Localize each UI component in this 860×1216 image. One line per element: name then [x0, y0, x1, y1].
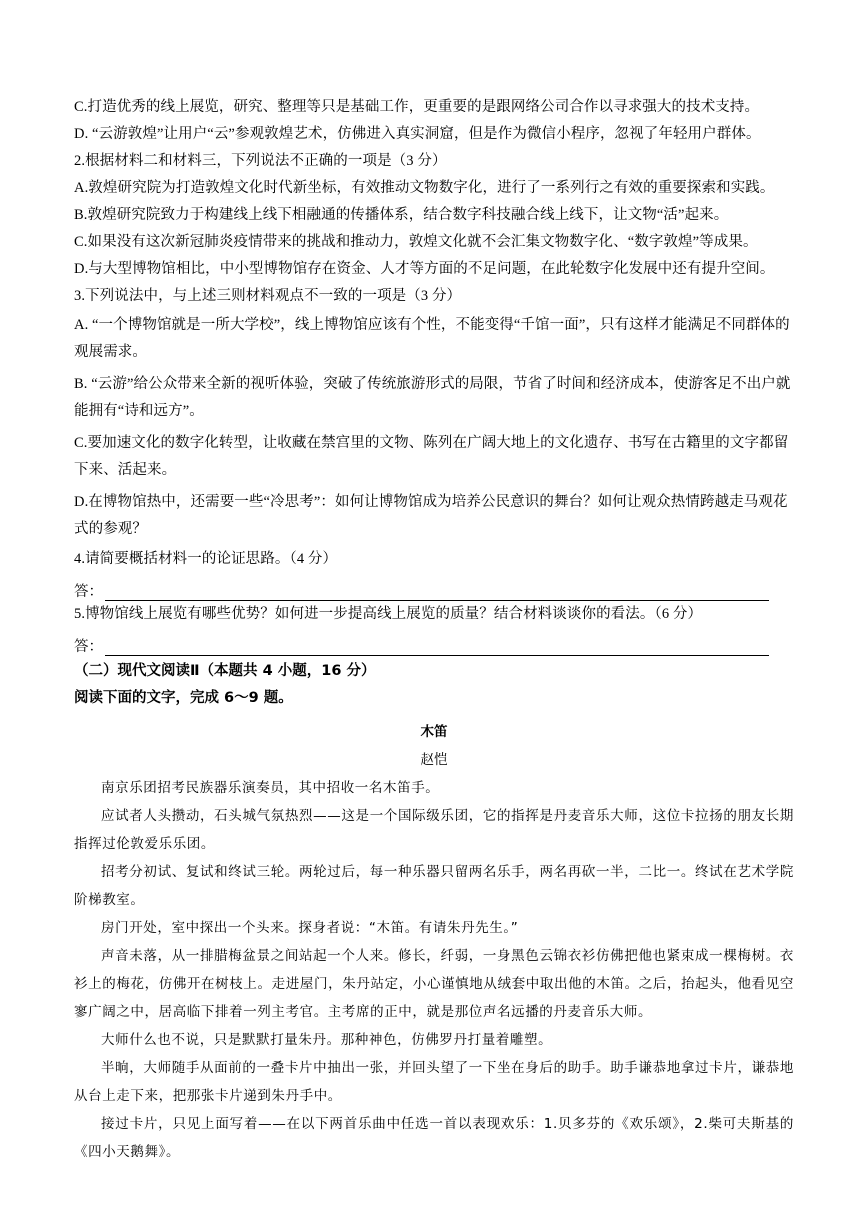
answer-label: 答：: [74, 584, 103, 600]
story-paragraph: 应试者人头攒动，石头城气氛热烈——这是一个国际级乐团，它的指挥是丹麦音乐大师，这位卡拉扬的朋友长期指挥过伦敦爱乐乐团。: [74, 808, 794, 852]
q1-option-c: C.打造优秀的线上展览，研究、整理等只是基础工作，更重要的是跟网络公司合作以寻求强大的技术支持。: [74, 99, 760, 115]
q3-option-d: D.在博物馆热中，还需要一些“冷思考”：如何让博物馆成为培养公民意识的舞台？如何让观众热情跨越走马观花式的参观？: [74, 494, 788, 537]
q3-stem: 3.下列说法中，与上述三则材料观点不一致的一项是（3 分）: [74, 288, 462, 304]
q2-option-c: C.如果没有这次新冠肺炎疫情带来的挑战和推动力，敦煌文化就不会汇集文物数字化、“数字敦煌”等成果。: [74, 234, 758, 250]
q5-stem: 5.博物馆线上展览有哪些优势？如何进一步提高线上展览的质量？结合材料谈谈你的看法。（6 分）: [74, 606, 703, 622]
story-paragraph: 房门开处，室中探出一个头来。探身者说：“木笛。有请朱丹先生。”: [101, 920, 519, 936]
q2-option-b: B.敦煌研究院致力于构建线上线下相融通的传播体系，结合数字科技融合线上线下，让文物“活”起来。: [74, 207, 729, 223]
q2-option-d: D.与大型博物馆相比，中小型博物馆存在资金、人才等方面的不足问题，在此轮数字化发展中还有提升空间。: [74, 261, 775, 277]
answer-label: 答：: [74, 639, 103, 655]
story-author: 赵恺: [420, 752, 448, 768]
q3-option-b: B. “云游”给公众带来全新的视听体验，突破了传统旅游形式的局限，节省了时间和经济成本，使游客足不出户就能拥有“诗和远方”。: [74, 376, 791, 419]
story-paragraph: 大师什么也不说，只是默默打量朱丹。那种神色，仿佛罗丹打量着雕塑。: [101, 1032, 553, 1048]
story-paragraph: 接过卡片，只见上面写着——在以下两首乐曲中任选一首以表现欢乐：1.贝多芬的《欢乐颂》，2.柴可夫斯基的《四小天鹅舞》。: [74, 1116, 794, 1160]
story-paragraph: 声音未落，从一排腊梅盆景之间站起一个人来。修长，纤弱，一身黑色云锦衣衫仿佛把他也紧束成一棵梅树。衣衫上的梅花，仿佛开在树枝上。走进屋门，朱丹站定，小心谨慎地从绒套中取出他的木笛。之后，抬起头，他看见空寥广阔之中，居高临下排着一列主考官。主考席的正中，就是那位声名远播的丹麦音乐大师。: [74, 948, 794, 1020]
q1-option-d: D. “云游敦煌”让用户“云”参观敦煌艺术，仿佛进入真实洞窟，但是作为微信小程序，忽视了年轻用户群体。: [74, 126, 761, 142]
section-instruction: 阅读下面的文字，完成 6～9 题。: [74, 690, 293, 706]
section-heading: （二）现代文阅读Ⅱ（本题共 4 小题，16 分）: [74, 663, 376, 679]
story-paragraph: 半晌，大师随手从面前的一叠卡片中抽出一张，并回头望了一下坐在身后的助手。助手谦恭地拿过卡片，谦恭地从台上走下来，把那张卡片递到朱丹手中。: [74, 1060, 794, 1104]
story-body: [74, 774, 794, 1166]
exam-page: [74, 96, 794, 1166]
q4-stem: 4.请简要概括材料一的论证思路。（4 分）: [74, 551, 338, 567]
q4-answer-line: [74, 575, 794, 603]
answer-blank[interactable]: [105, 641, 769, 656]
q5-answer-line: [74, 630, 794, 658]
story-paragraph: 南京乐团招考民族器乐演奏员，其中招收一名木笛手。: [101, 780, 440, 796]
answer-blank[interactable]: [105, 586, 769, 601]
q3-option-a: A. “一个博物馆就是一所大学校”，线上博物馆应该有个性，不能变得“千馆一面”，只有这样才能满足不同群体的观展需求。: [74, 317, 790, 360]
story-paragraph: 招考分初试、复试和终试三轮。两轮过后，每一种乐器只留两名乐手，两名再砍一半，二比一。终试在艺术学院阶梯教室。: [74, 864, 794, 908]
q2-stem: 2.根据材料二和材料三，下列说法不正确的一项是（3 分）: [74, 153, 447, 169]
story-title: 木笛: [420, 724, 448, 740]
q3-option-c: C.要加速文化的数字化转型，让收藏在禁宫里的文物、陈列在广阔大地上的文化遗存、书写在古籍里的文字都留下来、活起来。: [74, 435, 789, 478]
q2-option-a: A.敦煌研究院为打造敦煌文化时代新坐标，有效推动文物数字化，进行了一系列行之有效的重要探索和实践。: [74, 180, 775, 196]
